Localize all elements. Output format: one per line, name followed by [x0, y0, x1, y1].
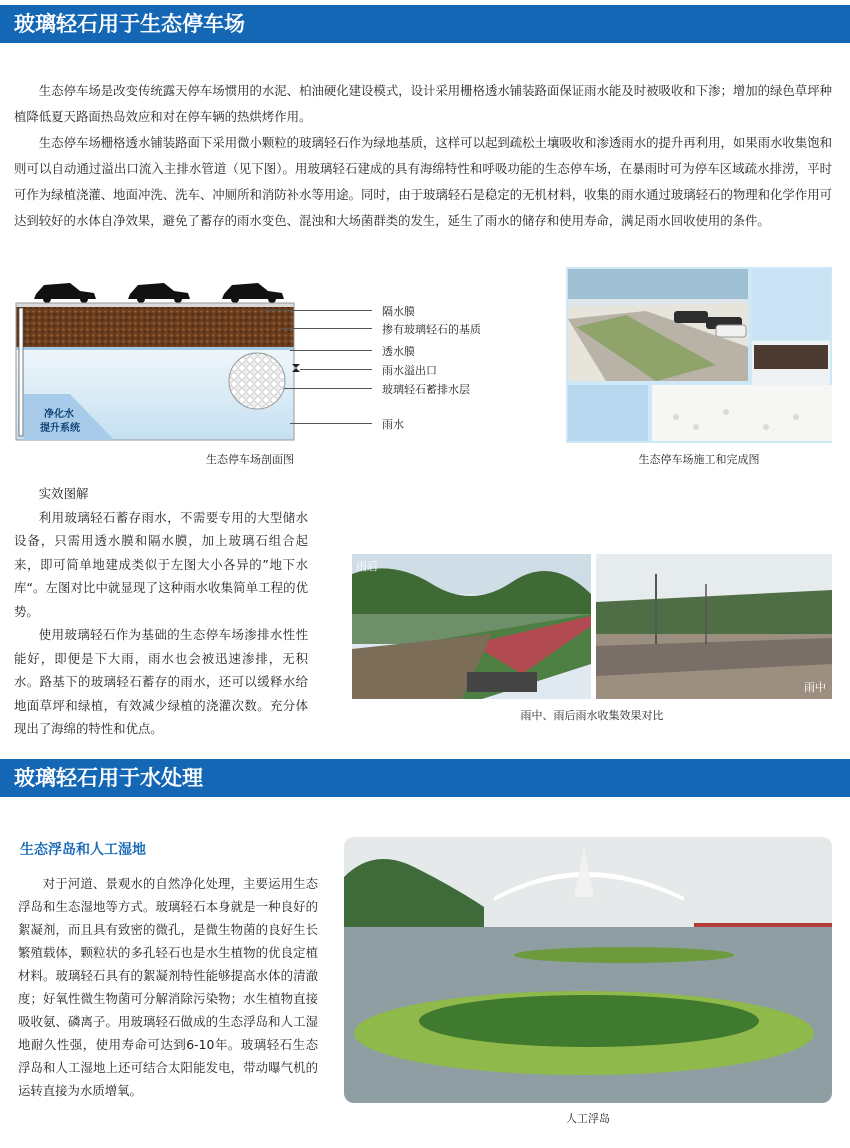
- effect-paragraph-1: 利用玻璃轻石蓄存雨水，不需要专用的大型储水设备，只需用透水膜和隔水膜，加上玻璃石组合起来，即可简单地建成类似于左图大小各异的”地下水库“。左图对比中就显现了这种雨水收集简单工程的优势。: [14, 509, 308, 619]
- floating-island-photo: [344, 837, 832, 1103]
- car-icon: [34, 283, 96, 303]
- effect-paragraph-2: 使用玻璃轻石作为基础的生态停车场渗排水性性能好，即便是下大雨，雨水也会被迅速渗排，无积水。路基下的玻璃轻石蓄存的雨水，还可以缓释水给地面草坪和绿植，有效减少绿植的浇灌次数。充分体现出了海绵的特性和优点。: [14, 627, 308, 736]
- car-icon: [222, 283, 284, 303]
- label-waterproof-film: 隔水膜: [382, 305, 415, 318]
- effect-title: 实效图解: [38, 486, 89, 501]
- label-substrate: 掺有玻璃轻石的基质: [382, 323, 481, 336]
- intro-paragraph-2: 生态停车场栅格透水铺装路面下采用微小颗粒的玻璃轻石作为绿地基质，这样可以起到疏松土壤吸收和渗透雨水的提升再利用，如果雨水收集饱和则可以自动通过溢出口流入主排水管道（见下图）。用玻璃轻石建成的具有海绵特性和呼吸功能的生态停车场，在暴雨时可为停车区域疏水排涝，平时可作为绿植浇灌、地面冲洗、洗车、冲厕所和消防补水等用途。同时，由于玻璃轻石是稳定的无机材料，收集的雨水通过玻璃轻石的物理和化学作用可达到较好的水体自净效果，避免了蓄存的雨水变色、混浊和大场菌群类的发生，延生了雨水的储存和使用寿命，满足雨水回收使用的条件。: [14, 135, 832, 228]
- section-banner-parking: 玻璃轻石用于生态停车场: [0, 5, 850, 43]
- photo-during-rain: [596, 554, 832, 699]
- system-label-line2: 提升系统: [40, 423, 80, 434]
- photo-after-rain: [352, 554, 591, 699]
- effect-text: [14, 482, 308, 741]
- intro-paragraph-1: 生态停车场是改变传统露天停车场惯用的水泥、柏油硬化建设模式，设计采用栅格透水铺装路面保证雨水能及时被吸收和下渗；增加的绿色草坪种植降低夏天路面热岛效应和对在停车辆的热烘烤作用。: [14, 83, 832, 124]
- label-permeable-film: 透水膜: [382, 345, 415, 358]
- label-drain-layer: 玻璃轻石蓄排水层: [382, 383, 470, 396]
- label-rainwater: 雨水: [382, 418, 404, 431]
- parking-photo-collage: [566, 267, 832, 443]
- label-overflow: 雨水溢出口: [382, 364, 437, 377]
- floating-island-caption: 人工浮岛: [566, 1112, 610, 1125]
- diagram-caption: 生态停车场剖面图: [206, 453, 294, 466]
- water-treatment-paragraph: 对于河道、景观水的自然净化处理，主要运用生态浮岛和生态湿地等方式。玻璃轻石本身就是一种良好的絮凝剂，而且具有致密的微孔，是微生物菌的良好生长繁殖载体，颗粒状的多孔轻石也是水生植物的优良定植材料。玻璃轻石具有的絮凝剂特性能够提高水体的清澈度；好氧性微生物菌可分解消除污染物；水生植物直接吸收氨、磷离子。用玻璃轻石做成的生态浮岛和人工湿地耐久性强，使用寿命可达到6-10年。玻璃轻石生态浮岛和人工湿地上还可结合太阳能发电，带动曝气机的运转直接为水质增氧。: [18, 876, 318, 1098]
- system-label-line1: 净化水: [44, 409, 74, 420]
- after-rain-label: 雨后: [356, 560, 378, 573]
- rain-photos-caption: 雨中、雨后雨水收集效果对比: [520, 709, 664, 722]
- section-banner-water: 玻璃轻石用于水处理: [0, 759, 850, 797]
- floating-island-subtitle: 生态浮岛和人工湿地: [20, 842, 146, 858]
- intro-text: [14, 78, 832, 234]
- parking-photo-caption: 生态停车场施工和完成图: [638, 453, 760, 466]
- during-rain-label: 雨中: [804, 681, 826, 694]
- car-icon: [128, 283, 190, 303]
- purification-system-label: [40, 408, 80, 436]
- water-treatment-text: [18, 872, 318, 1102]
